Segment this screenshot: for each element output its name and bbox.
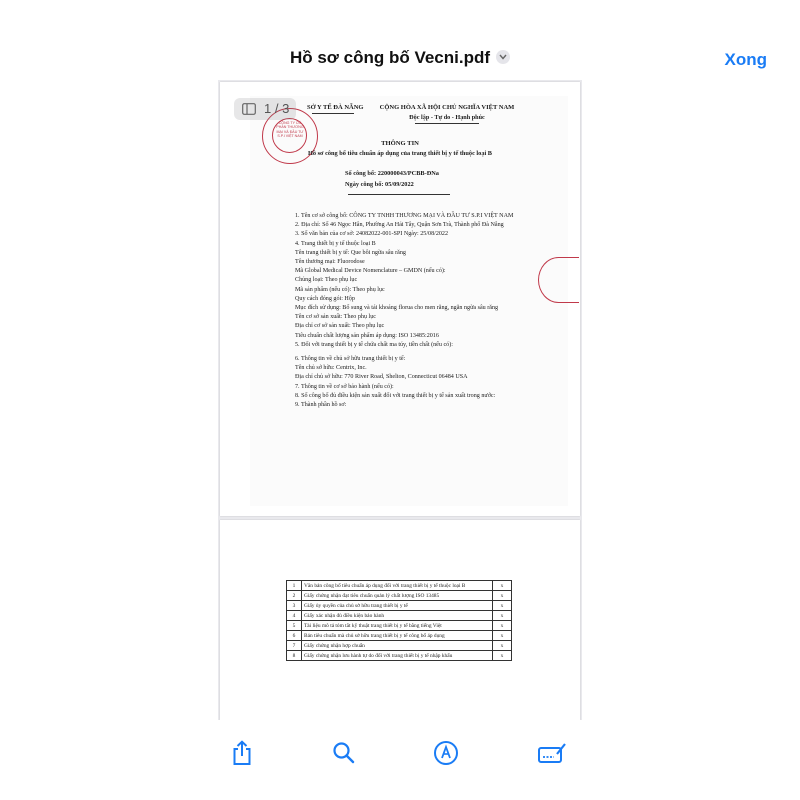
row-mark: x xyxy=(493,641,512,651)
row-number: 4 xyxy=(287,611,302,621)
row-text: Giấy ủy quyền của chủ sở hữu trang thiết bị y tế xyxy=(302,601,493,611)
body-line: Địa chỉ chủ sở hữu: 770 River Road, Shelton, Connecticut 06484 USA xyxy=(295,374,468,381)
pdf-viewer[interactable] xyxy=(0,80,800,720)
markup-icon[interactable] xyxy=(433,740,459,771)
row-text: Tài liệu mô tả tóm tắt kỹ thuật trang thiết bị y tế bằng tiếng Việt xyxy=(302,621,493,631)
body-line: Mục đích sử dụng: Bổ sung và tái khoáng florua cho men răng, ngăn ngừa sâu răng xyxy=(295,305,499,312)
body-line: Chủng loại: Theo phụ lục xyxy=(295,277,358,284)
announcement-number: Số công bố: 220000043/PCBB-ĐNa xyxy=(345,170,439,177)
underline xyxy=(415,123,479,124)
body-line: Tên thương mại: Fluorodose xyxy=(295,259,365,266)
body-line: 9. Thành phần hồ sơ: xyxy=(295,402,347,409)
body-line: Mã sản phẩm (nếu có): Theo phụ lục xyxy=(295,286,385,293)
table-row xyxy=(287,611,512,621)
document-table xyxy=(286,580,512,661)
country-name: CỘNG HÒA XÃ HỘI CHỦ NGHĨA VIỆT NAM xyxy=(379,104,515,111)
row-text: Giấy xác nhận đủ điều kiện bảo hành xyxy=(302,611,493,621)
row-text: Giấy chứng nhận đạt tiêu chuẩn quản lý chất lượng ISO 13485 xyxy=(302,591,493,601)
share-icon[interactable] xyxy=(231,740,253,771)
table-row xyxy=(287,621,512,631)
underline xyxy=(312,113,354,114)
row-mark: x xyxy=(493,631,512,641)
row-mark: x xyxy=(493,611,512,621)
body-line: Mã Global Medical Device Nomenclature – GMDN (nếu có): xyxy=(295,268,446,275)
row-number: 2 xyxy=(287,591,302,601)
document-subheading: Hồ sơ công bố tiêu chuẩn áp dụng của trang thiết bị y tế thuộc loại B xyxy=(307,150,493,157)
table-row xyxy=(287,651,512,661)
row-text: Giấy chứng nhận lưu hành tự do đối với trang thiết bị y tế nhập khẩu xyxy=(302,651,493,661)
document-title[interactable]: Hồ sơ công bố Vecni.pdf xyxy=(289,48,491,67)
row-number: 6 xyxy=(287,631,302,641)
row-number: 1 xyxy=(287,581,302,591)
row-mark: x xyxy=(493,581,512,591)
document-heading: THÔNG TIN xyxy=(381,140,419,147)
body-line: 4. Trang thiết bị y tế thuộc loại B xyxy=(295,240,376,247)
bottom-toolbar xyxy=(0,720,800,800)
row-text: Bản tiêu chuẩn mà chủ sở hữu trang thiết bị y tế công bố áp dụng xyxy=(302,631,493,641)
row-mark: x xyxy=(493,591,512,601)
body-line: 7. Thông tin về cơ sở bảo hành (nếu có): xyxy=(295,383,394,390)
row-text: Văn bản công bố tiêu chuẩn áp dụng đối với trang thiết bị y tế thuộc loại B xyxy=(302,581,493,591)
table-row xyxy=(287,641,512,651)
national-motto: Độc lập - Tự do - Hạnh phúc xyxy=(409,114,485,121)
company-seal-partial xyxy=(538,257,579,303)
sidebar-icon xyxy=(242,103,256,115)
divider xyxy=(348,194,450,195)
issuing-organization: SỞ Y TẾ ĐÀ NẴNG xyxy=(307,104,364,111)
body-line: Quy cách đóng gói: Hộp xyxy=(295,295,355,302)
document-title-menu[interactable] xyxy=(0,48,800,68)
document-body xyxy=(295,212,535,410)
row-number: 3 xyxy=(287,601,302,611)
body-line: Tiêu chuẩn chất lượng sản phẩm áp dụng: ISO 13485:2016 xyxy=(295,332,439,339)
table-row xyxy=(287,601,512,611)
row-number: 7 xyxy=(287,641,302,651)
fill-sign-icon[interactable] xyxy=(538,742,566,769)
body-line: Tên cơ sở sản xuất: Theo phụ lục xyxy=(295,314,376,321)
body-line: Tên chủ sở hữu: Centrix, Inc. xyxy=(295,365,367,372)
body-line: 5. Đối với trang thiết bị y tế chứa chất ma túy, tiền chất (nếu có): xyxy=(295,341,453,348)
seal-text: CÔNG TY CỔ PHẦN THƯƠNG MẠI VÀ ĐẦU TƯ S.P.I VIỆT NAM xyxy=(276,121,304,139)
body-line: Địa chỉ cơ sở sản xuất: Theo phụ lục xyxy=(295,323,385,330)
row-number: 5 xyxy=(287,621,302,631)
row-number: 8 xyxy=(287,651,302,661)
body-line: 1. Tên cơ sở công bố: CÔNG TY TNHH THƯƠNG MẠI VÀ ĐẦU TƯ S.P.I VIỆT NAM xyxy=(295,213,514,219)
body-line: 2. Địa chỉ: Số 46 Ngọc Hân, Phường An Hải Tây, Quận Sơn Trà, Thành phố Đà Nẵng xyxy=(295,222,504,229)
navigation-bar xyxy=(0,0,800,80)
table-row xyxy=(287,581,512,591)
page-indicator[interactable] xyxy=(234,98,296,120)
row-text: Giấy chứng nhận hợp chuẩn xyxy=(302,641,493,651)
done-button[interactable]: Xong xyxy=(724,50,767,69)
body-line: 3. Số văn bản của cơ sở: 24082022-001-SPI Ngày: 25/08/2022 xyxy=(295,231,449,238)
table-row xyxy=(287,591,512,601)
body-line: 8. Số công bố đủ điều kiện sản xuất đối với trang thiết bị y tế sản xuất trong nước: xyxy=(295,392,496,399)
body-line: 6. Thông tin về chủ sở hữu trang thiết bị y tế: xyxy=(295,356,406,363)
chevron-down-icon[interactable] xyxy=(496,50,510,64)
row-mark: x xyxy=(493,651,512,661)
pdf-page-1[interactable] xyxy=(220,82,580,516)
table-row xyxy=(287,631,512,641)
pdf-page-2[interactable] xyxy=(220,520,580,720)
search-icon[interactable] xyxy=(332,741,356,770)
page-indicator-text: 1 / 3 xyxy=(264,101,290,116)
body-line: Tên trang thiết bị y tế: Que bôi ngừa sâu răng xyxy=(295,249,406,256)
row-mark: x xyxy=(493,621,512,631)
row-mark: x xyxy=(493,601,512,611)
announcement-date: Ngày công bố: 05/09/2022 xyxy=(345,181,414,188)
